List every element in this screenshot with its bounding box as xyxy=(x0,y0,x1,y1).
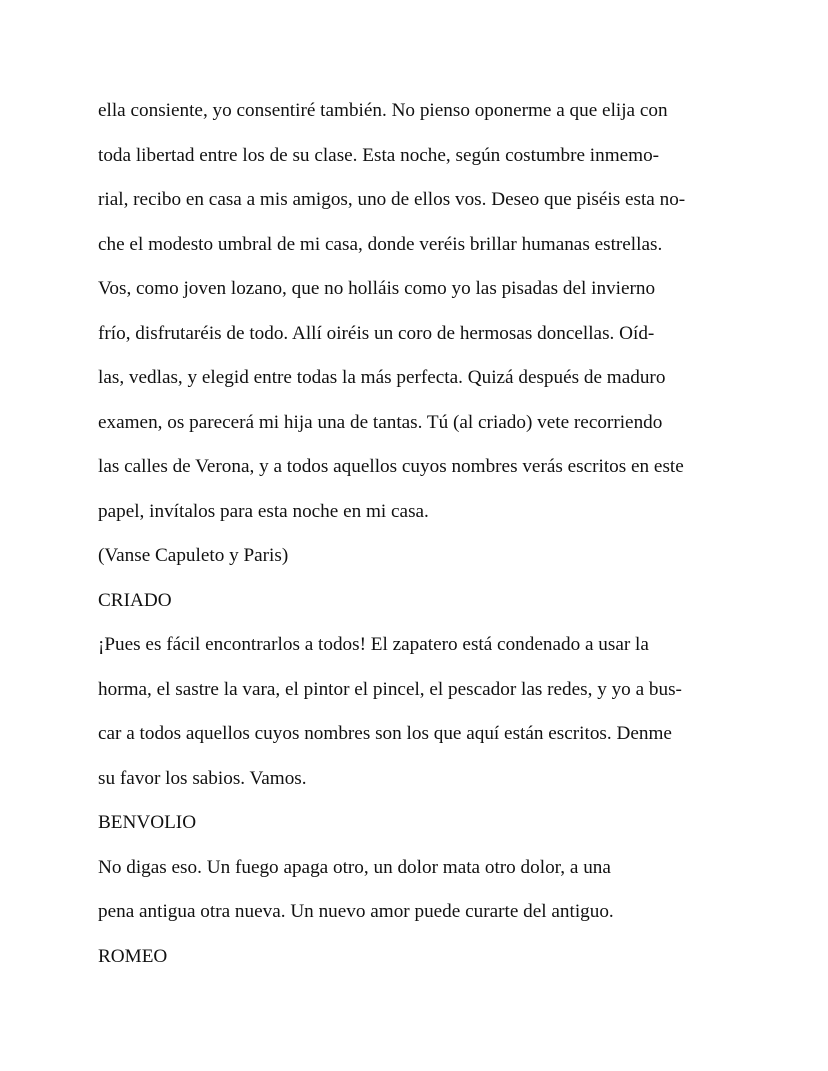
text-line: las calles de Verona, y a todos aquellos cuyos nombres verás escritos en este xyxy=(98,456,684,477)
text-line: examen, os parecerá mi hija una de tantas. Tú (al criado) vete recorriendo xyxy=(98,412,663,433)
text-line: che el modesto umbral de mi casa, donde veréis brillar humanas estrellas. xyxy=(98,234,663,255)
text-line: car a todos aquellos cuyos nombres son los que aquí están escritos. Denme xyxy=(98,723,672,744)
speaker-label: CRIADO xyxy=(98,590,172,611)
text-line: frío, disfrutaréis de todo. Allí oiréis un coro de hermosas doncellas. Oíd- xyxy=(98,323,655,344)
text-line: papel, invítalos para esta noche en mi casa. xyxy=(98,501,429,522)
text-line: ella consiente, yo consentiré también. No pienso oponerme a que elija con xyxy=(98,100,668,121)
text-line: su favor los sabios. Vamos. xyxy=(98,768,307,789)
text-line: pena antigua otra nueva. Un nuevo amor puede curarte del antiguo. xyxy=(98,901,614,922)
text-line: las, vedlas, y elegid entre todas la más perfecta. Quizá después de maduro xyxy=(98,367,666,388)
stage-direction: (Vanse Capuleto y Paris) xyxy=(98,545,289,566)
text-line: Vos, como joven lozano, que no holláis como yo las pisadas del invierno xyxy=(98,278,656,299)
text-line: ¡Pues es fácil encontrarlos a todos! El zapatero está condenado a usar la xyxy=(98,634,649,655)
speaker-label: BENVOLIO xyxy=(98,812,197,833)
text-line: No digas eso. Un fuego apaga otro, un dolor mata otro dolor, a una xyxy=(98,857,611,878)
speaker-label: ROMEO xyxy=(98,946,168,967)
text-line: rial, recibo en casa a mis amigos, uno de ellos vos. Deseo que piséis esta no- xyxy=(98,189,686,210)
text-line: toda libertad entre los de su clase. Esta noche, según costumbre inmemo- xyxy=(98,145,660,166)
text-line: horma, el sastre la vara, el pintor el pincel, el pescador las redes, y yo a bus- xyxy=(98,679,682,700)
